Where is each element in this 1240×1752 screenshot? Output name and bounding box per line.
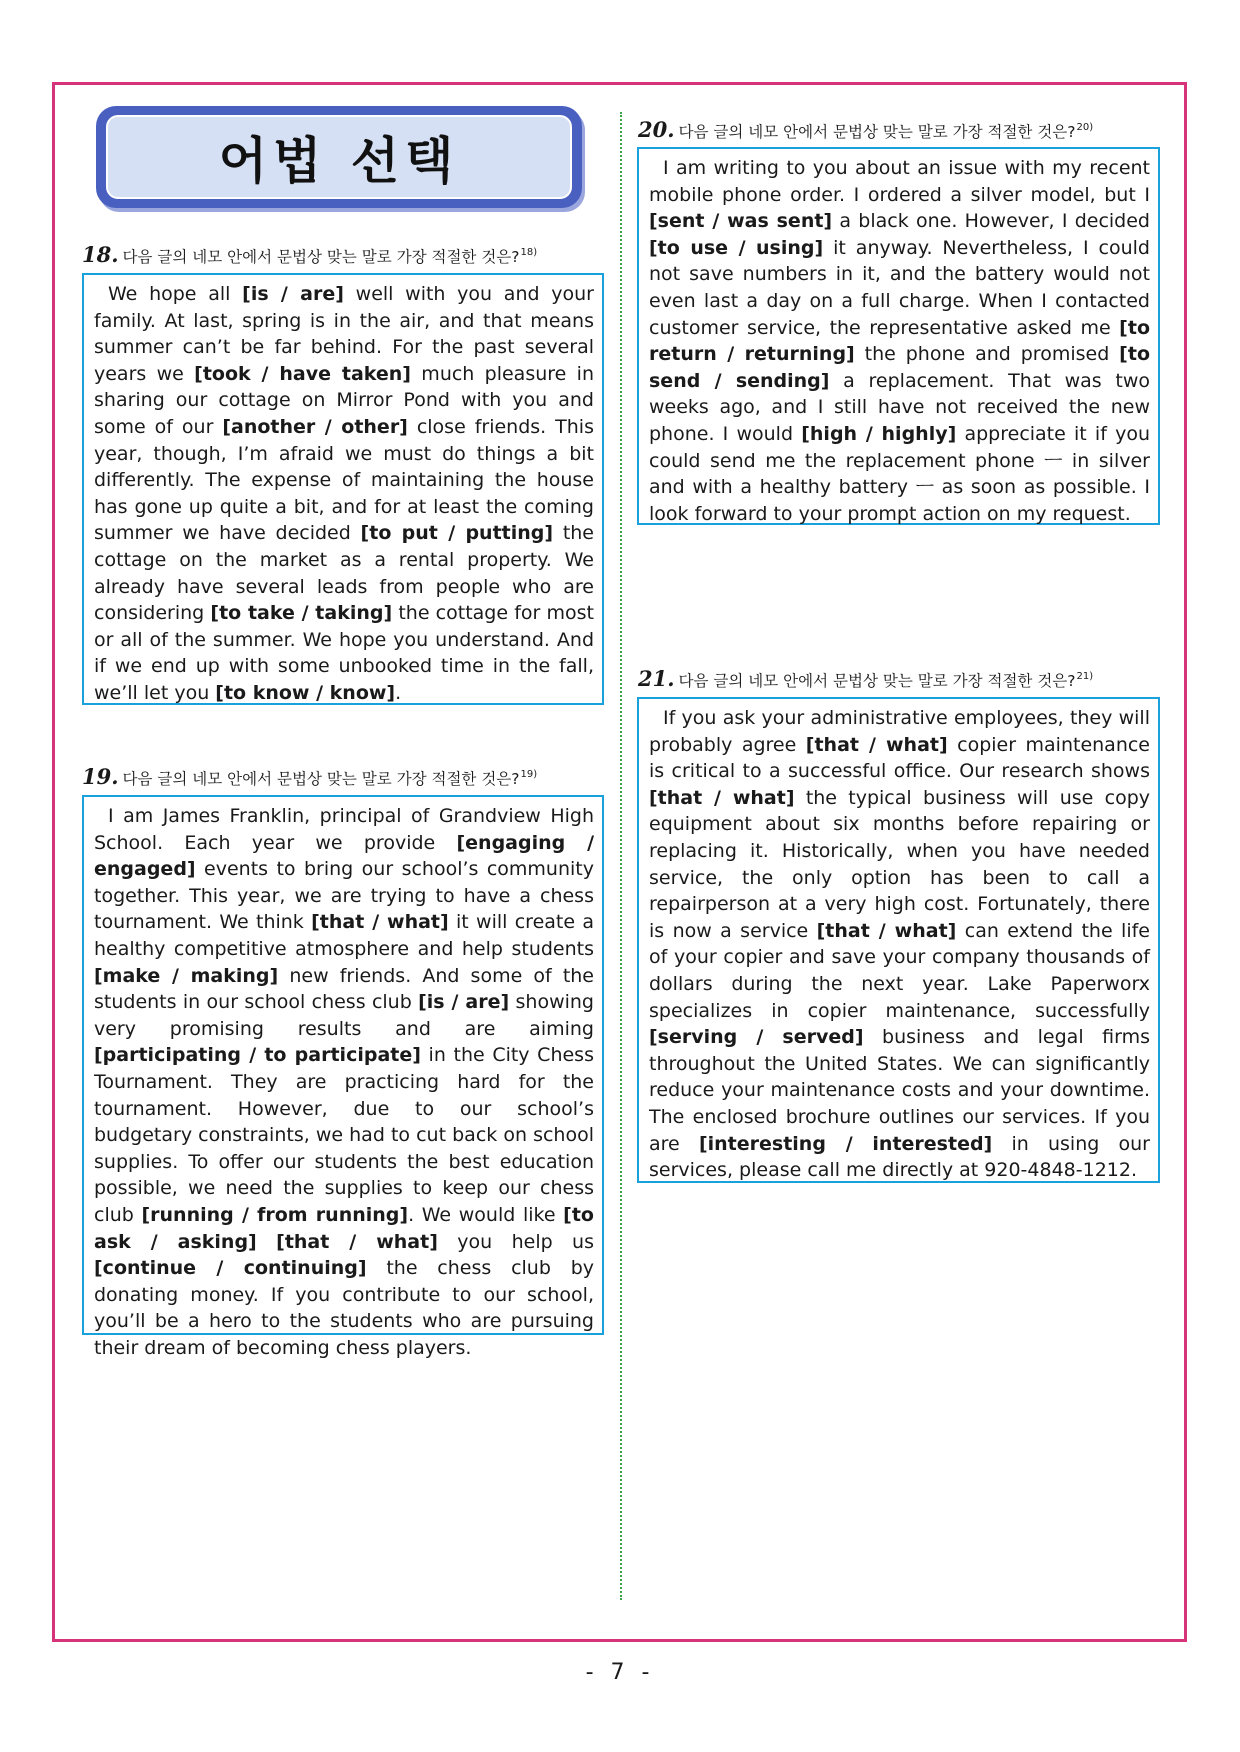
passage-fragment: it will create a healthy competitive atmosphere and help students [94,911,594,960]
passage-fragment: We hope all [108,283,243,305]
answer-choice: [high / highly] [801,422,957,445]
passage-fragment: new friends. And some of the students in our school chess club [94,964,594,1014]
column-divider [620,112,622,1600]
question-19-passage [82,795,604,1359]
passage-fragment: If you ask your administrative employees, they will probably agree [649,707,1150,756]
answer-choice: [to take / taking] [210,602,393,625]
answer-choice: [to return / returning] [649,316,1150,366]
answer-choice: [to ask / asking] [94,1203,594,1253]
section-title: 어법 선택 [218,132,460,190]
passage-fragment: the cottage on the market as a rental property. We already have several leads from people who are considering [94,522,594,625]
answer-choice: [make / making] [94,964,279,987]
passage-fragment: I am writing to you about an issue with my recent mobile phone order. I ordered a silver model, but I [649,157,1150,206]
section-title-inner [106,115,572,199]
passage-text [649,705,1150,1184]
question-instruction: 다음 글의 네모 안에서 문법상 맞는 말로 가장 적절한 것은? [122,248,520,266]
passage-fragment: close friends. This year, though, I’m afraid we must do things a bit differently. The expense of maintaining the house has gone up quite a bit, and for at least the coming summer we have decided [94,415,594,545]
answer-choice: [that / what] [311,911,449,934]
passage-fragment: business and legal firms throughout the United States. We can significantly reduce your maintenance costs and your downtime. The enclosed brochure outlines our services. If you are [649,1026,1150,1155]
passage-fragment: . We would like [408,1203,564,1226]
question-number: 21. [638,666,675,691]
answer-choice: [to know / know] [215,681,396,704]
passage-fragment: in the City Chess Tournament. They are practicing hard for the tournament. However, due to our school’s budgetary constraints, we had to cut back on school supplies. To offer our students the best education possible, we need the supplies to keep our chess club [94,1044,594,1226]
answer-choice: [participating / to participate] [94,1044,421,1067]
footnote-mark: 19) [520,769,538,780]
passage-fragment [257,1231,276,1253]
question-instruction: 다음 글의 네모 안에서 문법상 맞는 말로 가장 적절한 것은? [122,770,520,788]
passage-fragment: I am James Franklin, principal of Grandview High School. Each year we provide [94,805,594,854]
passage-fragment: in using our services, please call me directly at 920-4848-1212. [649,1132,1150,1182]
passage-fragment: events to bring our school’s community together. This year, we are trying to have a chess tournament. We think [94,858,594,934]
question-number: 18. [82,242,119,267]
passage-fragment: the phone and promised [854,343,1120,366]
question-18-passage [82,273,604,705]
answer-choice: [serving / served] [649,1026,864,1049]
passage-fragment: copier maintenance is critical to a successful office. Our research shows [649,733,1150,783]
question-number: 19. [82,764,119,789]
answer-choice: [is / are] [242,283,344,305]
passage-fragment: appreciate it if you could send me the replacement phone ㅡ in silver and with a healthy battery ㅡ as soon as possible. I look forward to your prompt action on my request. [649,422,1150,525]
passage-fragment: you help us [437,1230,594,1253]
question-18-heading [82,242,537,267]
answer-choice: [to put / putting] [360,522,554,545]
answer-choice: [that / what] [276,1230,438,1253]
passage-fragment: showing very promising results and are aiming [94,991,594,1040]
section-title-banner [96,106,582,208]
answer-choice: [is / are] [418,991,510,1014]
answer-choice: [to use / using] [649,236,824,259]
footnote-mark: 21) [1076,671,1094,682]
passage-fragment: a black one. However, I decided [832,210,1150,233]
question-19-heading [82,764,537,789]
passage-fragment: can extend the life of your copier and save your company thousands of dollars during the next year. Lake Paperworx specializes in copier maintenance, successfully [649,919,1150,1022]
passage-fragment: well with you and your family. At last, spring is in the air, and that means summer can’t be far behind. For the past several years we [94,283,594,385]
answer-choice: [to send / sending] [649,343,1150,392]
answer-choice: [that / what] [805,733,948,756]
page-number: - 7 - [585,1660,655,1685]
passage-fragment: much pleasure in sharing our cottage on Mirror Pond with you and some of our [94,362,594,438]
answer-choice: [that / what] [816,919,957,942]
footnote-mark: 20) [1076,122,1094,133]
question-20-passage [637,147,1160,525]
passage-fragment: it anyway. Nevertheless, I could not save numbers in it, and the battery would not even last a day on a full charge. When I contacted customer service, the representative asked me [649,236,1150,339]
footnote-mark: 18) [520,247,538,258]
question-instruction: 다음 글의 네모 안에서 문법상 맞는 말로 가장 적절한 것은? [678,123,1076,141]
question-21-passage [637,697,1160,1183]
answer-choice: [engaging / engaged] [94,831,595,881]
passage-fragment: a replacement. That was two weeks ago, and I still have not received the new phone. I would [649,369,1150,445]
question-number: 20. [638,117,675,142]
answer-choice: [took / have taken] [194,362,411,385]
question-20-heading [638,117,1093,142]
passage-text [94,281,594,707]
answer-choice: [running / from running] [141,1203,409,1226]
passage-text [94,803,594,1361]
passage-fragment: the typical business will use copy equipment about six months before repairing or replacing it. Historically, when you have needed service, the only option has been to call a repairperson at a very high cost. Fortunately, there is now a service [649,786,1150,942]
question-instruction: 다음 글의 네모 안에서 문법상 맞는 말로 가장 적절한 것은? [678,672,1076,690]
answer-choice: [that / what] [649,786,795,809]
passage-fragment: the cottage for most or all of the summer. We hope you understand. And if we end up with some unbooked time in the fall, we’ll let you [94,602,594,704]
answer-choice: [continue / continuing] [94,1257,367,1280]
answer-choice: [sent / was sent] [649,210,833,233]
answer-choice: [another / other] [222,415,408,438]
passage-fragment: the chess club by donating money. If you contribute to our school, you’ll be a hero to the students who are pursuing their dream of becoming chess players. [94,1257,594,1359]
passage-fragment: . [395,681,402,704]
passage-text [649,155,1150,527]
answer-choice: [interesting / interested] [698,1132,993,1155]
question-21-heading [638,666,1093,691]
